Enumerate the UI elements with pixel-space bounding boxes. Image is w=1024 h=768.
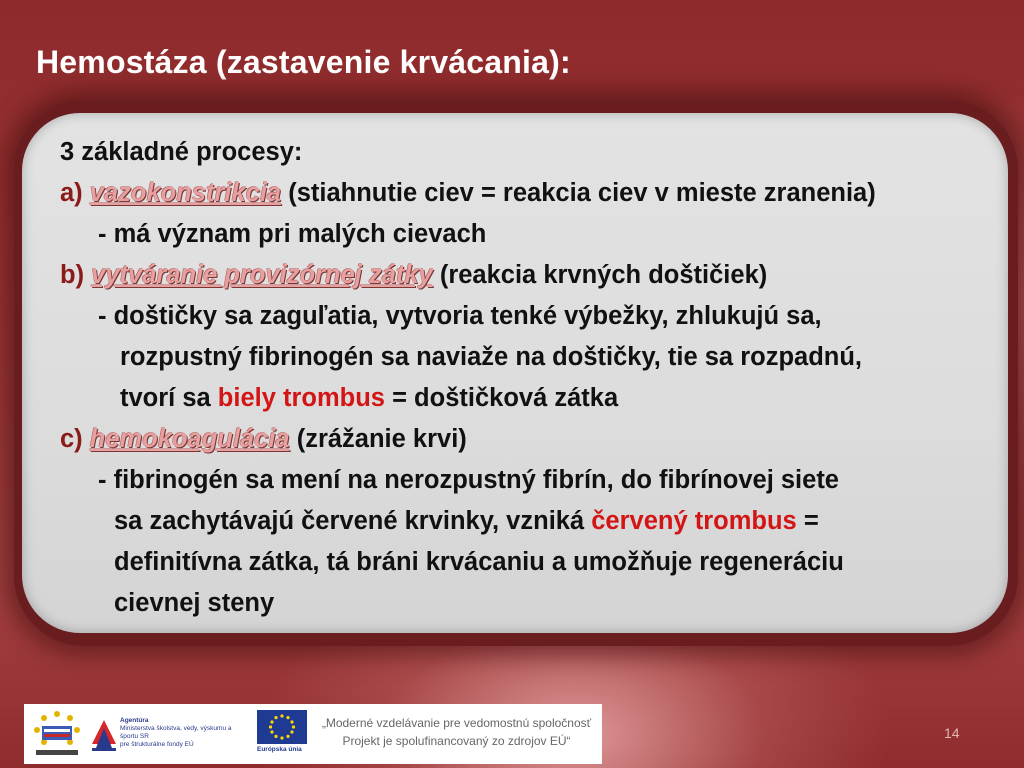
item-b-detail-2: rozpustný fibrinogén sa naviaže na doštičky, tie sa rozpadnú, [120, 343, 863, 371]
item-c-detail-3: definitívna zátka, tá bráni krvácaniu a umožňuje regeneráciu [114, 548, 844, 576]
item-c-detail-1: - fibrinogén sa mení na nerozpustný fibrín, do fibrínovej siete [98, 466, 839, 494]
item-b-detail-1: - doštičky sa zaguľatia, vytvoria tenké výbežky, zhlukujú sa, [98, 302, 822, 330]
item-a-line [60, 179, 876, 208]
item-b-detail-3-post: = doštičková zátka [385, 384, 619, 412]
footer-text-line-1: „Moderné vzdelávanie pre vedomostnú spoločnosť [321, 716, 592, 730]
item-b-label: b) [60, 261, 85, 289]
item-a-paren: (stiahnutie ciev = reakcia ciev v mieste zranenia) [288, 179, 876, 207]
agency-line-2: Ministerstva školstva, vedy, výskumu a športu SR [120, 725, 232, 740]
agency-book-icon [90, 714, 118, 754]
intro-line: 3 základné procesy: [60, 138, 303, 166]
item-b-detail-3-pre: tvorí sa [120, 384, 218, 412]
agency-line-1: Agentúra [120, 717, 149, 724]
item-c-detail-2 [114, 507, 819, 536]
page-number: 14 [944, 725, 960, 741]
program-logo-icon [30, 708, 84, 760]
item-a-term: vazokonstrikcia [89, 179, 282, 207]
item-b-paren: (reakcia krvných doštičiek) [439, 261, 768, 289]
eu-label: Európska únia [257, 746, 302, 753]
eu-logo [257, 710, 307, 760]
project-footer-text [314, 714, 599, 750]
red-thrombus-highlight: červený trombus [591, 507, 797, 535]
item-c-detail-2-post: = [796, 507, 819, 535]
footer-logos [24, 704, 602, 764]
item-b-term: vytváranie provizórnej zátky [91, 261, 433, 289]
item-c-detail-4: cievnej steny [114, 589, 275, 617]
footer-text-line-2: Projekt je spolufinancovaný zo zdrojov EÚ“ [342, 734, 571, 748]
item-c-line [60, 425, 467, 454]
slide-title: Hemostáza (zastavenie krvácania): [36, 44, 571, 80]
item-b-detail-3 [120, 384, 618, 413]
white-thrombus-highlight: biely trombus [217, 384, 385, 412]
item-a-label: a) [60, 179, 83, 207]
item-a-detail: - má význam pri malých cievach [98, 220, 487, 248]
item-b-line [60, 261, 767, 290]
item-c-detail-2-pre: sa zachytávajú červené krvinky, vzniká [114, 507, 592, 535]
agency-line-3: pre štrukturálne fondy EÚ [120, 741, 194, 748]
item-c-term: hemokoagulácia [89, 425, 290, 453]
item-c-label: c) [60, 425, 83, 453]
item-c-paren: (zrážanie krvi) [296, 425, 467, 453]
agency-logo [90, 712, 250, 758]
agency-text [120, 717, 250, 749]
eu-flag-icon [257, 710, 307, 744]
